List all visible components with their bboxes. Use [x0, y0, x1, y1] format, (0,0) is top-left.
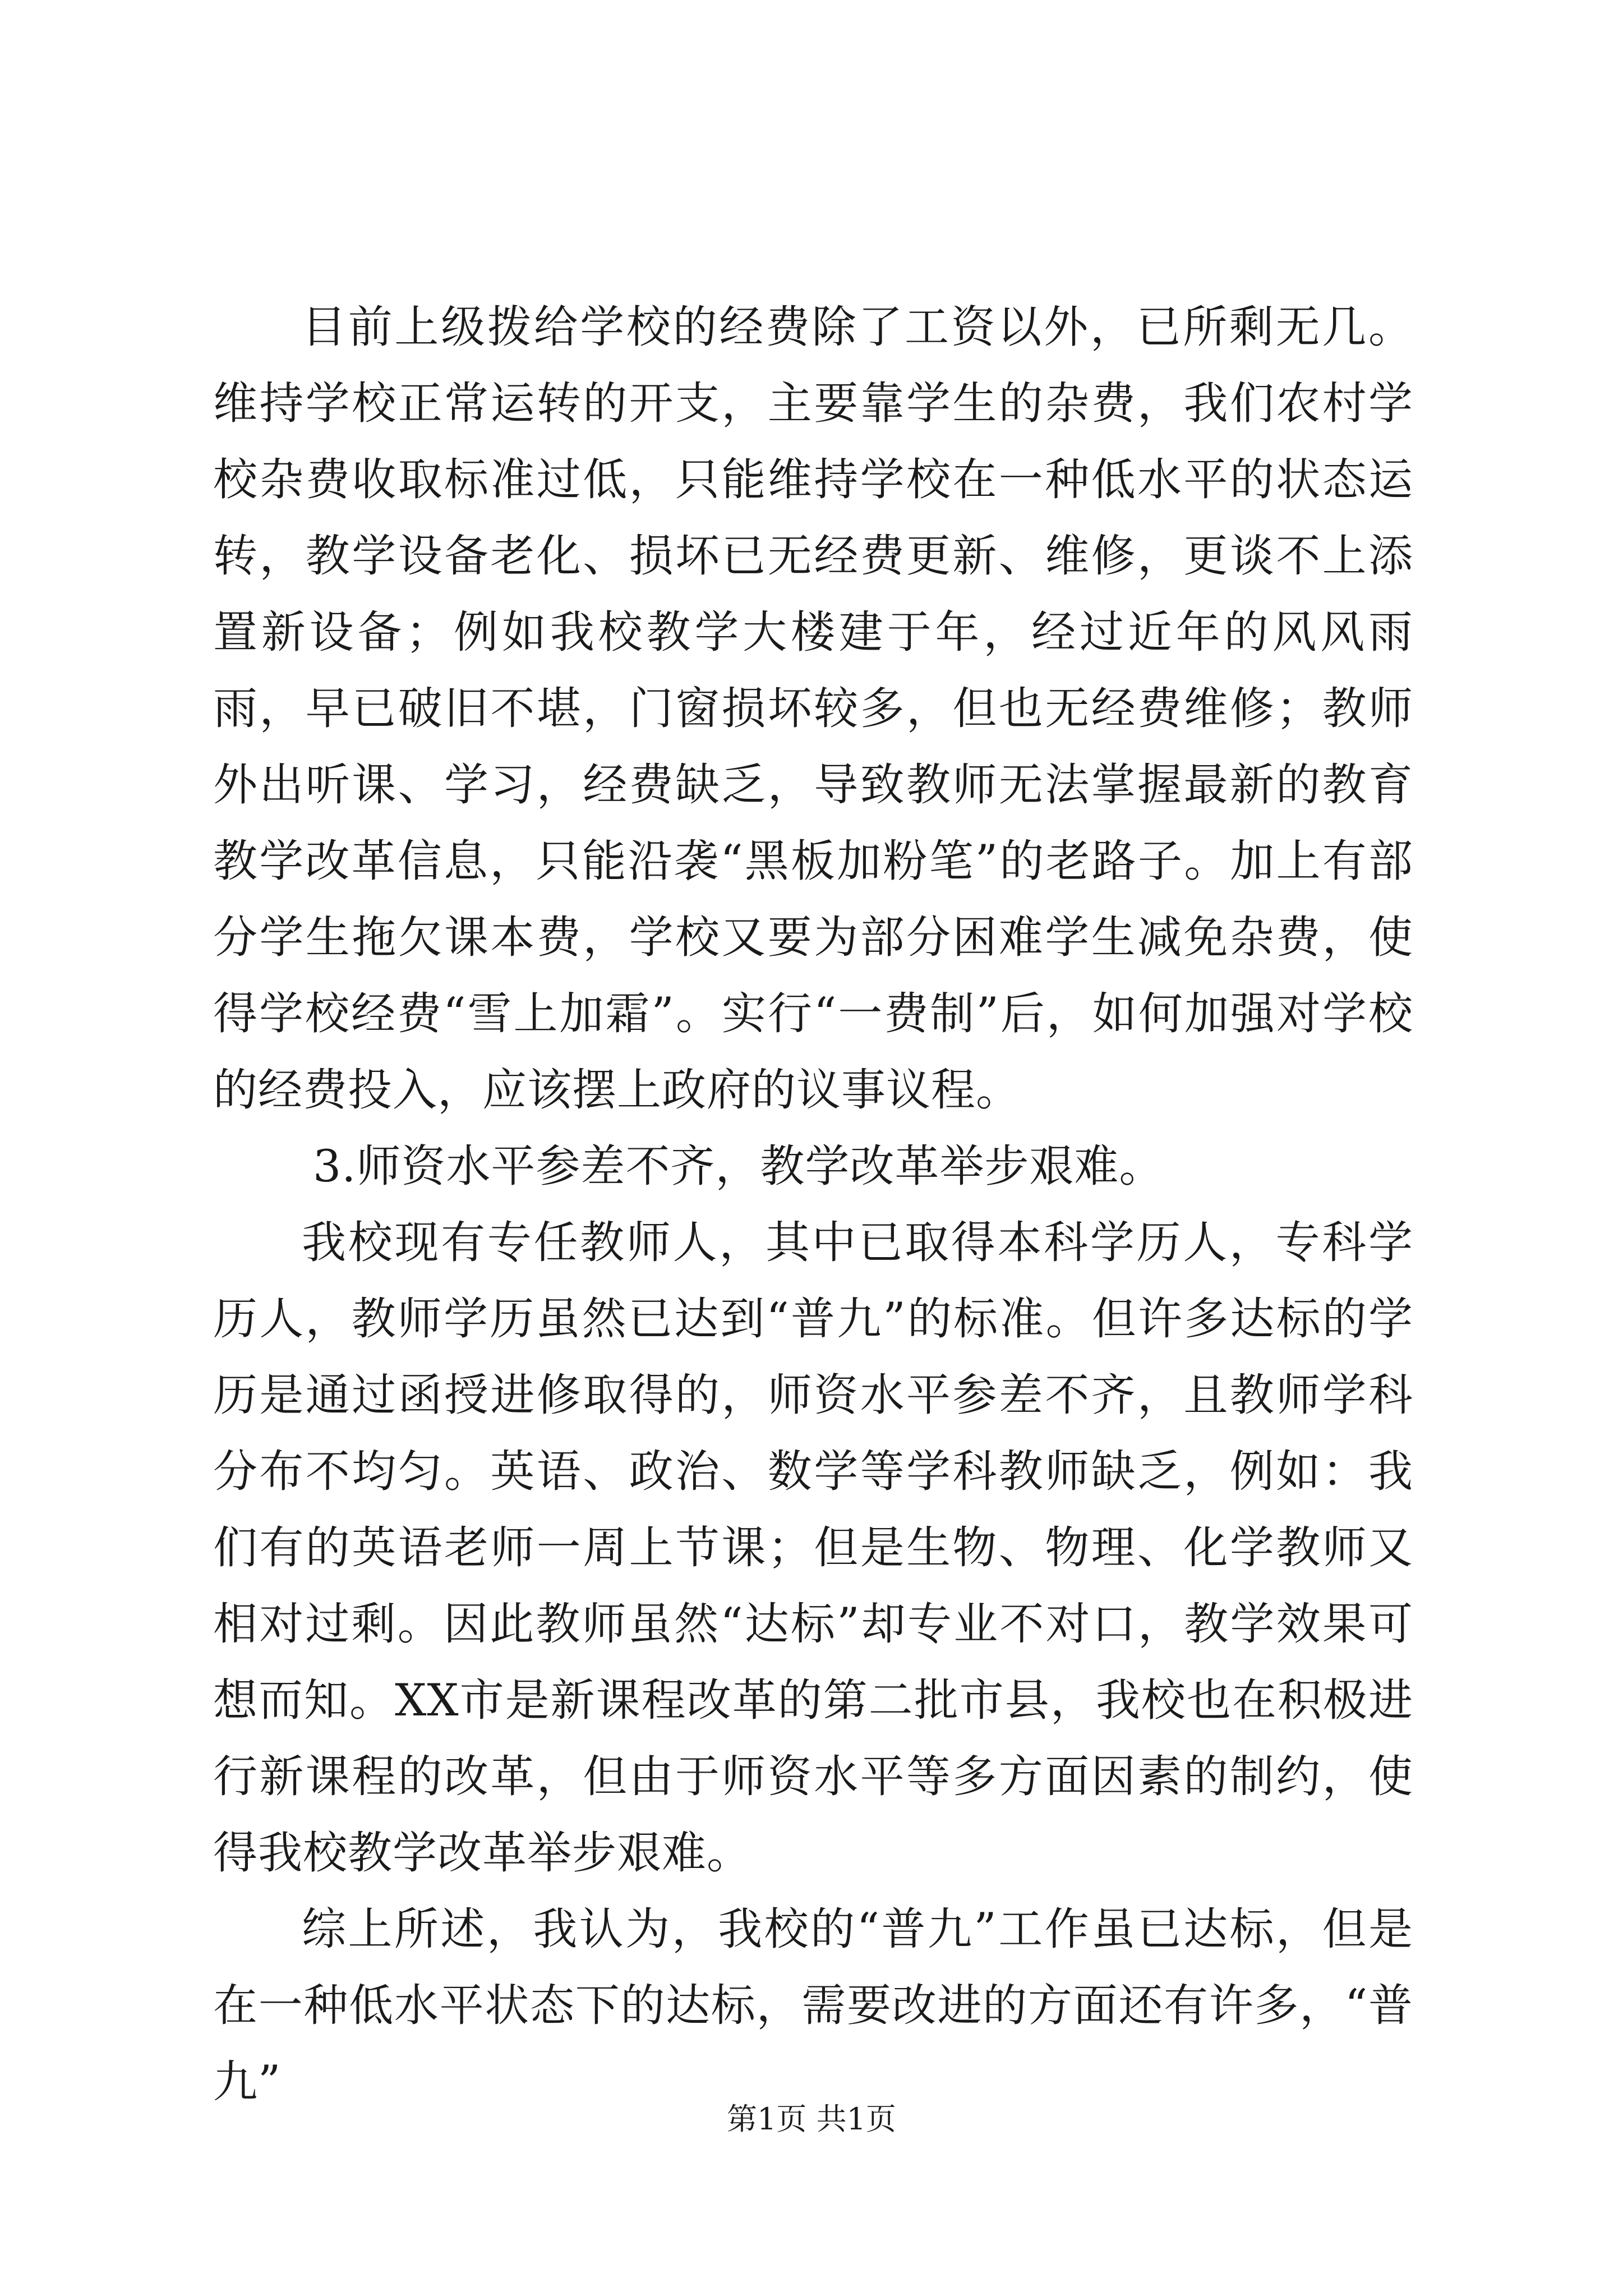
page-footer: 第1页 共1页 [727, 2101, 896, 2137]
section-heading-teachers: 3.师资水平参差不齐，教学改革举步艰难。 [313, 1140, 1164, 1192]
document-body [213, 289, 1413, 2120]
paragraph-teachers: 我校现有专任教师人，其中已取得本科学历人，专科学历人，教师学历虽然已达到“普九”的标准。但许多达标的学历是通过函授进修取得的，师资水平参差不齐，且教师学科分布不均匀。英语、政治、数学等学科教师缺乏，例如：我们有的英语老师一周上节课；但是生物、物理、化学教师又相对过剩。因此教师虽然“达标”却专业不对口，教学效果可想而知。XX市是新课程改革的第二批市县，我校也在积极进行新课程的改革，但由于师资水平等多方面因素的制约，使得我校教学改革举步艰难。 [213, 1217, 1413, 1879]
paragraph-summary: 综上所述，我认为，我校的“普九”工作虽已达标，但是在一种低水平状态下的达标，需要改进的方面还有许多，“普九” [213, 1903, 1413, 2108]
paragraph-funding: 目前上级拨给学校的经费除了工资以外，已所剩无几。维持学校正常运转的开支，主要靠学生的杂费，我们农村学校杂费收取标准过低，只能维持学校在一种低水平的状态运转，教学设备老化、损坏已无经费更新、维修，更谈不上添置新设备；例如我校教学大楼建于年，经过近年的风风雨雨，早已破旧不堪，门窗损坏较多，但也无经费维修；教师外出听课、学习，经费缺乏，导致教师无法掌握最新的教育教学改革信息，只能沿袭“黑板加粉笔”的老路子。加上有部分学生拖欠课本费，学校又要为部分困难学生减免杂费，使得学校经费“雪上加霜”。实行“一费制”后，如何加强对学校的经费投入，应该摆上政府的议事议程。 [213, 301, 1413, 1116]
